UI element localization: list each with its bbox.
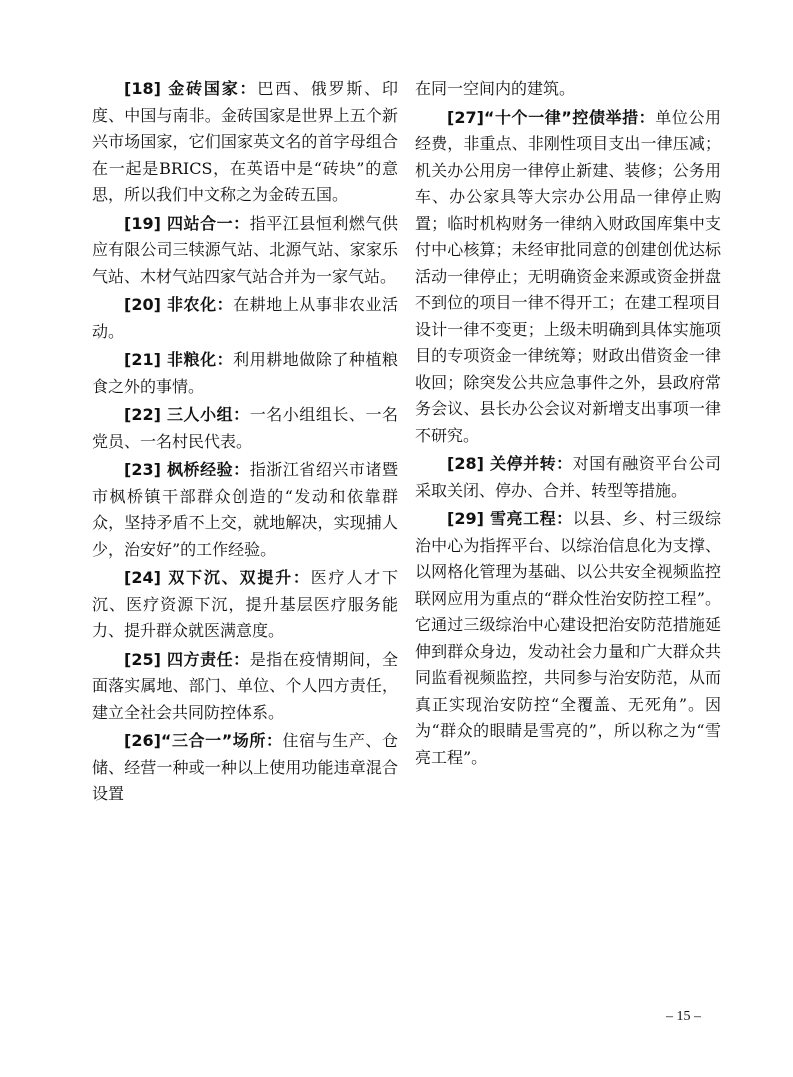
entry-text: 以县、乡、村三级综治中心为指挥平台、以综治信息化为支撑、以网格化管理为基础、以公共安全视频监控联网应用为重点的“群众性治安防控工程”。它通过三级综治中心建设把治安防范措施延伸到群众身边，发动社会力量和广大群众共同监看视频监控，共同参与治安防范，从而真正实现治安防控“全覆盖、无死角”。因为“群众的眼睛是雪亮的”，所以称之为“雪亮工程”。	[415, 509, 721, 767]
glossary-entry-29	[415, 506, 721, 771]
glossary-entry-19	[92, 211, 398, 291]
glossary-entry-27	[415, 105, 721, 450]
entry-term: [29] 雪亮工程：	[447, 509, 573, 528]
entry-text: 巴西、俄罗斯、印度、中国与南非。金砖国家是世界上五个新兴市场国家，它们国家英文名的首字母组合在一起是BRICS，在英语中是“砖块”的意思，所以我们中文称之为金砖五国。	[92, 79, 398, 204]
entry-term: [27]“十个一律”控债举措：	[447, 107, 656, 127]
entry-term: [23] 枫桥经验：	[124, 460, 250, 479]
glossary-entry-20	[92, 292, 398, 345]
page-number: – 15 –	[666, 1009, 701, 1024]
glossary-entry-22	[92, 402, 398, 455]
entry-text: 一名小组组长、一名党员、一名村民代表。	[92, 405, 398, 451]
glossary-entry-23	[92, 457, 398, 563]
entry-term: [20] 非农化：	[124, 295, 234, 314]
entry-text: 医疗人才下沉、医疗资源下沉，提升基层医疗服务能力、提升群众就医满意度。	[92, 568, 398, 640]
entry-text: 利用耕地做除了种植粮食之外的事情。	[92, 350, 398, 396]
entry-term: [19] 四站合一：	[124, 213, 250, 233]
entry-term: [28] 关停并转：	[447, 454, 573, 473]
right-column	[415, 76, 721, 773]
glossary-entry-26	[92, 728, 398, 808]
entry-text: 在耕地上从事非农业活动。	[92, 295, 398, 341]
entry-term: [22] 三人小组：	[124, 405, 250, 424]
glossary-entry-25	[92, 647, 398, 727]
entry-term: [25] 四方责任：	[124, 649, 250, 669]
entry-text: 住宿与生产、仓储、经营一种或一种以上使用功能违章混合设置	[92, 731, 398, 803]
entry-term: [26]“三合一”场所：	[124, 731, 283, 750]
entry-text: 指浙江省绍兴市诸暨市枫桥镇干部群众创造的“发动和依靠群众，坚持矛盾不上交，就地解决，实现捕人少，治安好”的工作经验。	[92, 460, 398, 559]
entry-text: 是指在疫情期间，全面落实属地、部门、单位、个人四方责任，建立全社会共同防控体系。	[92, 649, 398, 722]
glossary-entry-28	[415, 451, 721, 504]
glossary-entry-24	[92, 565, 398, 645]
entry-text: 指平江县恒利燃气供应有限公司三犊源气站、北源气站、家家乐气站、木材气站四家气站合并为一家气站。	[92, 213, 398, 286]
entry-term: [18] 金砖国家：	[124, 79, 258, 98]
entry-term: [21] 非粮化：	[124, 350, 234, 369]
entry-term: [24] 双下沉、双提升：	[124, 568, 311, 587]
entry-26-continuation: 在同一空间内的建筑。	[415, 79, 576, 98]
glossary-entry-18	[92, 76, 398, 209]
entry-text: 单位公用经费，非重点、非刚性项目支出一律压减；机关办公用房一律停止新建、装修；公务用车、办公家具等大宗办公用品一律停止购置；临时机构财务一律纳入财政国库集中支付中心核算；未经审批同意的创建创优达标活动一律停止；无明确资金来源或资金拼盘不到位的项目一律不得开工；在建工程项目设计一律不变更；上级未明确到具体实施项目的专项资金一律统筹；财政出借资金一律收回；除突发公共应急事件之外，县政府常务会议、县长办公会议对新增支出事项一律不研究。	[415, 107, 721, 445]
glossary-entry-21	[92, 347, 398, 400]
entry-text: 对国有融资平台公司采取关闭、停办、合并、转型等措施。	[415, 454, 721, 500]
left-column	[92, 76, 398, 810]
